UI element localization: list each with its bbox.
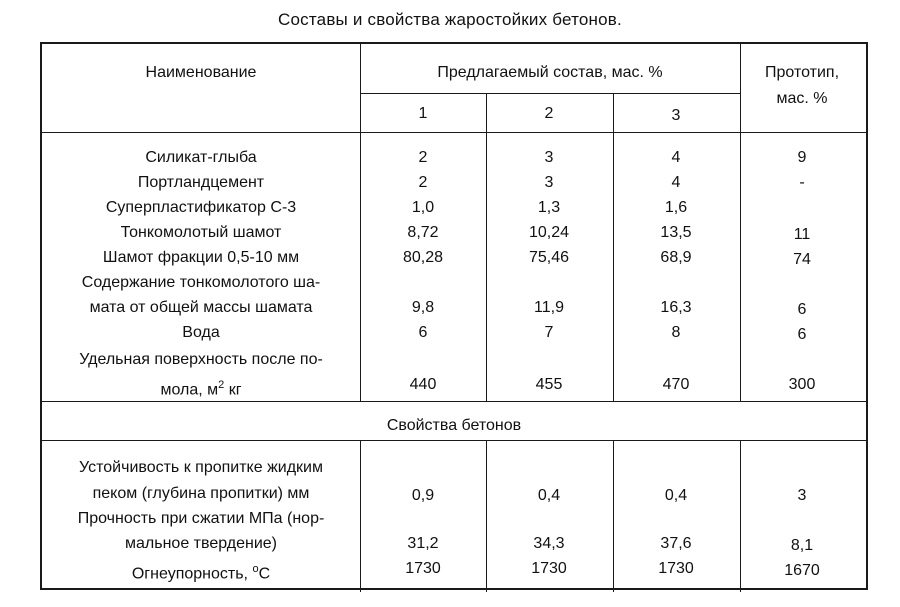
cell-value-2: 0,4	[537, 487, 561, 504]
degree-superscript: о	[252, 563, 259, 575]
properties-section-title: Свойства бетонов	[386, 417, 522, 434]
col-divider-1-2	[486, 93, 487, 401]
cell-value-1: 1730	[405, 560, 441, 577]
row-name-text: мола, м	[160, 381, 219, 399]
header-comp-1: 1	[418, 105, 428, 122]
row-name-line2: мальное твердение)	[125, 535, 277, 552]
cell-value-3: 4	[671, 174, 681, 191]
cell-prototype: 3	[797, 487, 807, 504]
row-name-line2: мата от общей массы шамата	[89, 299, 313, 316]
cell-value-3: 8	[671, 324, 681, 341]
rule-under-header	[42, 132, 866, 133]
cell-prototype: -	[799, 174, 805, 191]
cell-value-3: 37,6	[660, 535, 692, 552]
cell-value-2: 1,3	[537, 199, 561, 216]
header-prototype-line1: Прототип,	[764, 64, 840, 81]
row-name-line1: Содержание тонкомолотого ша-	[81, 274, 321, 291]
cell-prototype: 11	[793, 226, 811, 243]
rule-below-properties	[42, 440, 866, 441]
col-divider-name	[360, 44, 361, 401]
unit-superscript: 2	[218, 379, 225, 391]
cell-prototype: 300	[788, 376, 816, 393]
cell-value-1: 440	[409, 376, 437, 393]
cell-value-2: 11,9	[534, 299, 564, 316]
row-name: Суперпластификатор С-3	[105, 199, 297, 216]
cell-value-3: 68,9	[660, 249, 692, 266]
cell-value-2: 75,46	[528, 249, 570, 266]
cell-value-2: 3	[544, 149, 554, 166]
cell-value-2: 7	[544, 324, 554, 341]
rule-above-properties	[42, 401, 866, 402]
cell-value-1: 31,2	[407, 535, 439, 552]
cell-value-1: 9,8	[411, 299, 435, 316]
row-name: Шамот фракции 0,5-10 мм	[102, 249, 300, 266]
header-comp-3: 3	[671, 107, 681, 124]
cell-prototype: 9	[797, 149, 807, 166]
row-name-line2: пеком (глубина пропитки) мм	[92, 485, 310, 502]
cell-value-1: 0,9	[411, 487, 435, 504]
row-name	[132, 559, 270, 584]
header-comp-2: 2	[544, 105, 554, 122]
cell-value-2: 1730	[531, 560, 567, 577]
cell-value-3: 4	[671, 149, 681, 166]
cell-value-2: 3	[544, 174, 554, 191]
col-divider-name-b	[360, 440, 361, 592]
cell-value-3: 13,5	[660, 224, 692, 241]
row-name: Вода	[182, 324, 220, 341]
header-proposed-group: Предлагаемый состав, мас. %	[437, 64, 663, 81]
cell-value-1: 6	[418, 324, 428, 341]
col-divider-prototype	[740, 44, 741, 401]
row-name-line1: Удельная поверхность после по-	[79, 351, 323, 368]
row-name-line1: Устойчивость к пропитке жидким	[79, 459, 323, 476]
cell-value-1: 2	[418, 174, 428, 191]
col-divider-2-3-b	[613, 440, 614, 592]
cell-value-1: 80,28	[402, 249, 444, 266]
row-name-line2	[160, 375, 241, 400]
cell-prototype: 6	[797, 326, 807, 343]
cell-value-2: 10,24	[528, 224, 570, 241]
col-divider-2-3	[613, 93, 614, 401]
cell-value-3: 0,4	[664, 487, 688, 504]
row-name: Портландцемент	[137, 174, 265, 191]
row-name: Тонкомолотый шамот	[120, 224, 282, 241]
col-divider-1-2-b	[486, 440, 487, 592]
rule-under-group-header	[360, 93, 740, 94]
cell-value-1: 2	[418, 149, 428, 166]
row-name-text: Огнеупорность,	[131, 565, 253, 583]
cell-value-3: 16,3	[660, 299, 692, 316]
cell-prototype: 8,1	[790, 537, 814, 554]
header-name: Наименование	[145, 64, 257, 81]
cell-value-2: 455	[535, 376, 563, 393]
cell-value-2: 34,3	[533, 535, 565, 552]
row-name-tail: кг	[224, 381, 242, 399]
header-prototype-line2: мас. %	[776, 90, 828, 107]
col-divider-prototype-b	[740, 440, 741, 592]
cell-value-1: 8,72	[407, 224, 439, 241]
cell-value-3: 1,6	[664, 199, 688, 216]
row-name: Силикат-глыба	[145, 149, 257, 166]
cell-value-3: 470	[662, 376, 690, 393]
row-name-tail: С	[258, 565, 271, 583]
cell-prototype: 6	[797, 301, 807, 318]
row-name-line1: Прочность при сжатии МПа (нор-	[77, 510, 325, 527]
cell-value-3: 1730	[658, 560, 694, 577]
cell-prototype: 74	[793, 251, 811, 268]
table-frame	[40, 42, 868, 590]
table-title: Составы и свойства жаростойких бетонов.	[278, 10, 622, 29]
cell-prototype: 1670	[784, 562, 820, 579]
cell-value-1: 1,0	[411, 199, 435, 216]
